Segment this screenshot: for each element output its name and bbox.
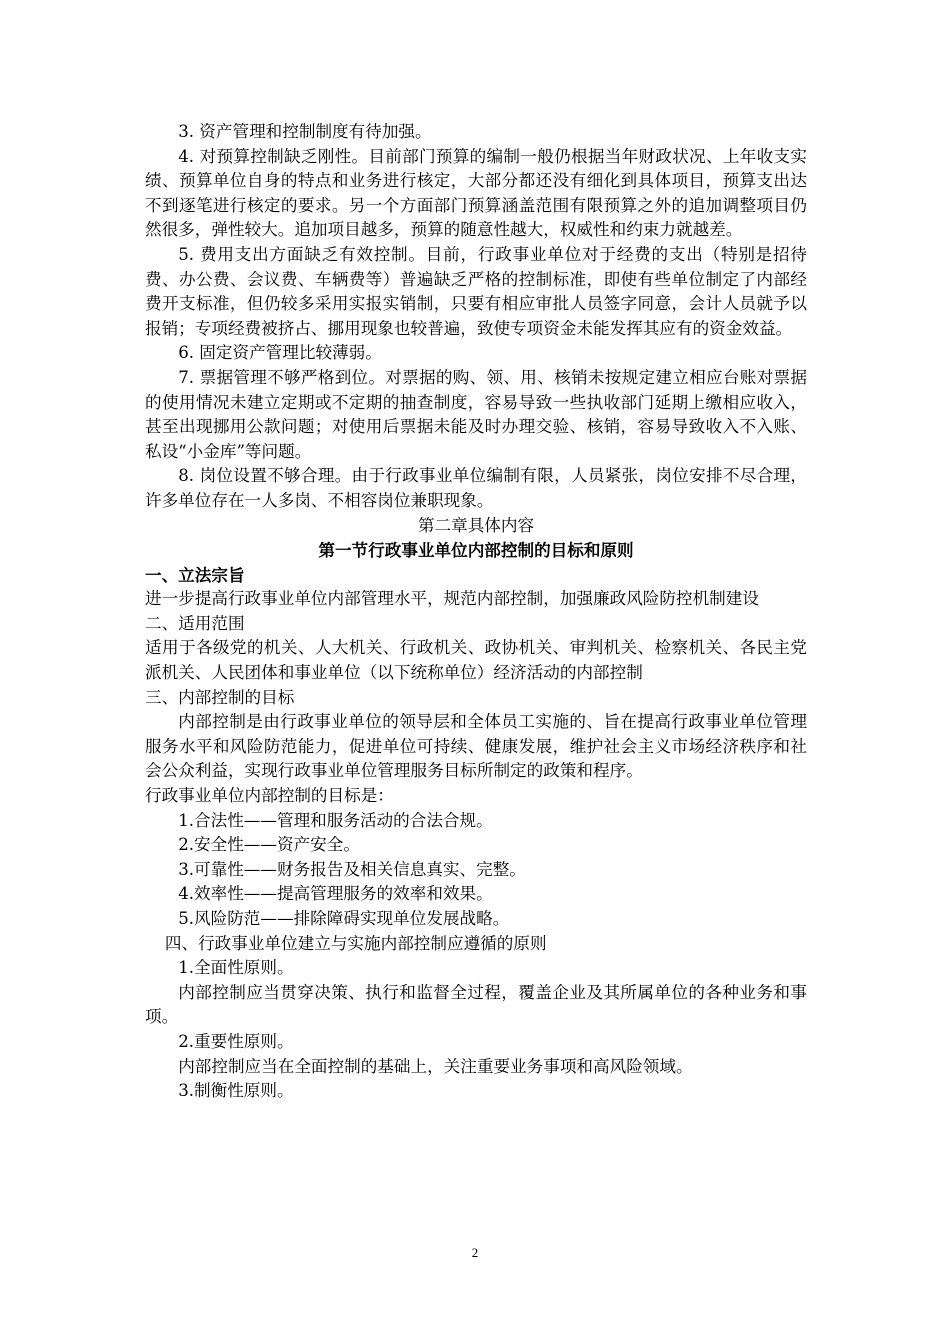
chapter-title: 第二章具体内容 [417,515,535,535]
p-purpose: 进一步提高行政事业单位内部管理水平，规范内部控制，加强廉政风险防控机制建设 [145,589,759,609]
p-asset-mgmt: 3. 资产管理和控制制度有待加强。 [178,122,432,141]
p-goal-def: 内部控制是由行政事业单位的领导层和全体员工实施的、旨在提高行政事业单位管理服务水平和风险防范能力，促进单位可持续、健康发展，维护社会主义市场经济秩序和社会公众利益，实现行政事业单位管理服务目标所制定的政策和程序。 [145,712,807,781]
p-goal-2: 2.安全性——资产安全。 [178,835,360,855]
p-goal-3: 3.可靠性——财务报告及相关信息真实、完整。 [178,859,526,879]
section-title: 第一节行政事业单位内部控制的目标和原则 [318,540,634,561]
p-goal-intro: 行政事业单位内部控制的目标是： [145,786,394,806]
p-ticket: 7. 票据管理不够严格到位。对票据的购、领、用、核销未按规定建立相应台账对票据的使用情况未建立定期或不定期的抽查制度，容易导致一些执收部门延期上缴相应收入，甚至出现挪用公款问题；对使用后票据未能及时办理交验、核销，容易导致收入不入账、私设“小金库”等问题。 [145,367,807,461]
p-post: 8. 岗位设置不够合理。由于行政事业单位编制有限，人员紧张，岗位安排不尽合理，许多单位存在一人多岗、不相容岗位兼职现象。 [145,466,807,510]
document-body [145,120,807,1104]
p-principle-3: 3.制衡性原则。 [178,1081,294,1101]
h-scope: 二、适用范围 [145,613,245,633]
page-number: 2 [471,1245,479,1260]
p-principle-2: 2.重要性原则。 [178,1031,294,1051]
p-goal-4: 4.效率性——提高管理服务的效率和效果。 [178,884,493,904]
h-goal: 三、内部控制的目标 [145,687,295,707]
h-principle: 四、行政事业单位建立与实施内部控制应遵循的原则 [164,933,547,953]
p-principle-1-desc: 内部控制应当贯穿决策、执行和监督全过程，覆盖企业及其所属单位的各种业务和事项。 [145,982,807,1027]
p-expense: 5. 费用支出方面缺乏有效控制。目前，行政事业单位对于经费的支出（特别是招待费、办公费、会议费、车辆费等）普遍缺乏严格的控制标准，即使有些单位制定了内部经费开支标准，但仍较多采用实报实销制，只要有相应审批人员签字同意，会计人员就予以报销；专项经费被挤占、挪用现象也较普遍，致使专项资金未能发挥其应有的资金效益。 [145,244,807,338]
p-scope: 适用于各级党的机关、人大机关、行政机关、政协机关、审判机关、检察机关、各民主党派机关、人民团体和事业单位（以下统称单位）经济活动的内部控制 [145,638,807,683]
h-purpose: 一、立法宗旨 [145,564,245,585]
p-fixed-asset: 6. 固定资产管理比较薄弱。 [178,343,382,363]
p-principle-2-desc: 内部控制应当在全面控制的基础上，关注重要业务事项和高风险领域。 [178,1056,693,1076]
p-principle-1: 1.全面性原则。 [178,958,294,978]
p-goal-5: 5.风险防范——排除障碍实现单位发展战略。 [178,909,510,928]
p-budget: 4. 对预算控制缺乏刚性。目前部门预算的编制一般仍根据当年财政状况、上年收支实绩、预算单位自身的特点和业务进行核定，大部分都还没有细化到具体项目，预算支出达不到逐笔进行核定的要求。另一个方面部门预算涵盖范围有限预算之外的追加调整项目仍然很多，弹性较大。追加项目越多，预算的随意性越大，权威性和约束力就越差。 [145,146,807,240]
p-goal-1: 1.合法性——管理和服务活动的合法合规。 [178,810,493,830]
